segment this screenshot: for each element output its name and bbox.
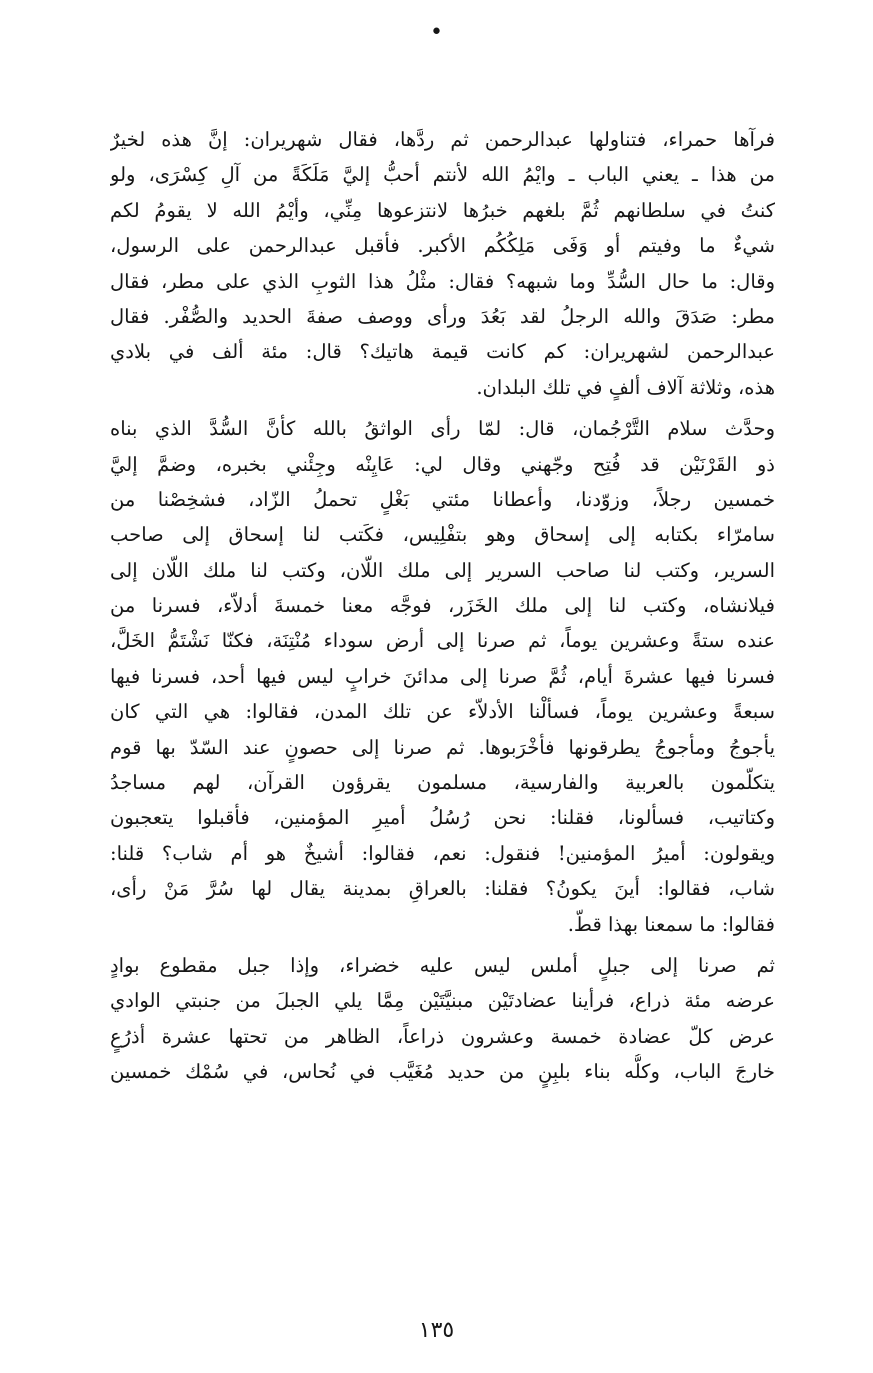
text-line: السرير، وكتب لنا صاحب السرير إلى ملك اللّان، وكتب لنا ملك اللّان إلى xyxy=(110,558,775,582)
text-line: فيلانشاه، وكتب لنا إلى ملك الخَزَر، فوجَّه معنا خمسةَ أدلاّء، فسرنا من xyxy=(110,594,775,618)
text-line: شاب، فقالوا: أينَ يكونُ؟ فقلنا: بالعراقِ بمدينة يقال لها سُرَّ مَنْ رأى، xyxy=(110,877,775,901)
paragraph-1 xyxy=(110,122,775,405)
text-line: خارجَ الباب، وكلُّه بناء بلبِنٍ من حديد مُغَيَّب في نُحاس، في سُمْك خمسين xyxy=(110,1060,775,1084)
text-line: سبعةً وعشرين يوماً، فسألْنا الأدلاّء عن تلك المدن، فقالوا: هي التي كان xyxy=(110,700,775,724)
top-dot-mark: • xyxy=(430,20,443,45)
text-line: وقال: ما حال السُّدِّ وما شبهه؟ فقال: مثْلُ هذا الثوبِ الذي على مطر، فقال xyxy=(110,269,775,293)
text-line: عبدالرحمن لشهريران: كم كانت قيمة هاتيك؟ قال: مئة ألف في بلادي xyxy=(110,340,775,364)
text-line: يتكلّمون بالعربية والفارسية، مسلمون يقرؤون القرآن، لهم مساجدُ xyxy=(110,771,775,795)
text-line: فسرنا فيها عشرةَ أيام، ثُمَّ صرنا إلى مدائنَ خرابٍ ليس فيها أحد، فسرنا فيها xyxy=(110,664,775,688)
text-line: مطر: صَدَقَ والله الرجلُ لقد بَعُدَ ورأى ووصف صفةَ الحديد والصُّفْر. فقال xyxy=(110,304,775,328)
text-line: خمسين رجلاً، وزوّدنا، وأعطانا مئتي بَغْلٍ تحملُ الزّاد، فشخِصْنا من xyxy=(110,487,775,511)
text-line: من هذا ـ يعني الباب ـ وايْمُ الله لأنتم أحبُّ إليَّ مَلَكَةً من آلِ كِسْرَى، ولو xyxy=(110,163,775,187)
text-line: هذه، وثلاثة آلاف ألفٍ في تلك البلدان. xyxy=(476,375,775,399)
text-line: وحدَّث سلام التَّرْجُمان، قال: لمّا رأى الواثقُ بالله كأنَّ السُّدَّ الذي بناه xyxy=(110,417,775,441)
text-line: ذو القَرْنَيْن قد فُتِح وجّهني وقال لي: عَايِنْه وجِئْني بخبره، وضمَّ إليَّ xyxy=(110,452,775,476)
text-line: عرض كلّ عضادة خمسة وعشرون ذراعاً، الظاهر من تحتها عشرة أذرُعٍ xyxy=(110,1024,775,1048)
text-line: ويقولون: أميرُ المؤمنين! فنقول: نعم، فقالوا: أشيخٌ هو أم شاب؟ قلنا: xyxy=(110,841,775,865)
text-line: يأجوجُ ومأجوجُ يطرقونها فأخْرَبوها. ثم صرنا إلى حصونٍ عند السّدّ بها قوم xyxy=(110,735,775,759)
text-line: عرضه مئة ذراع، فرأينا عضادتَيْن مبنيَّتَيْن مِمَّا يلي الجبلَ من جنبتي الوادي xyxy=(110,989,775,1013)
text-line: ثم صرنا إلى جبلٍ أملس ليس عليه خضراء، وإذا جبل مقطوع بوادٍ xyxy=(110,953,775,977)
text-line: عنده ستةً وعشرين يوماً، ثم صرنا إلى أرض سوداء مُنْتِنَة، فكنّا نَشْتَمُّ الخَلَّ، xyxy=(110,629,775,653)
text-line: فرآها حمراء، فتناولها عبدالرحمن ثم ردَّها، فقال شهريران: إنَّ هذه لخيرٌ xyxy=(110,128,775,151)
text-line: شيءٌ ما وفيتم أو وَفَى مَلِكُكُم الأكبر. فأقبل عبدالرحمن على الرسول، xyxy=(110,234,775,258)
body-text xyxy=(110,122,775,1090)
text-line: فقالوا: ما سمعنا بهذا قطّ. xyxy=(567,912,775,936)
paragraph-2 xyxy=(110,411,775,942)
paragraph-3 xyxy=(110,948,775,1090)
text-line: وكتاتيب، فسألونا، فقلنا: نحن رُسُلُ أميرِ المؤمنين، فأقبلوا يتعجبون xyxy=(110,806,775,830)
text-line: كنتُ في سلطانهم ثُمَّ بلغهم خبرُها لانتزعوها مِنِّي، وأيْمُ الله لا يقومُ لكم xyxy=(110,198,775,222)
page-number: ١٣٥ xyxy=(418,1318,455,1343)
text-line: سامرّاء بكتابه إلى إسحاق وهو بتفْلِيس، فكَتب لنا إسحاق إلى صاحب xyxy=(110,523,775,547)
